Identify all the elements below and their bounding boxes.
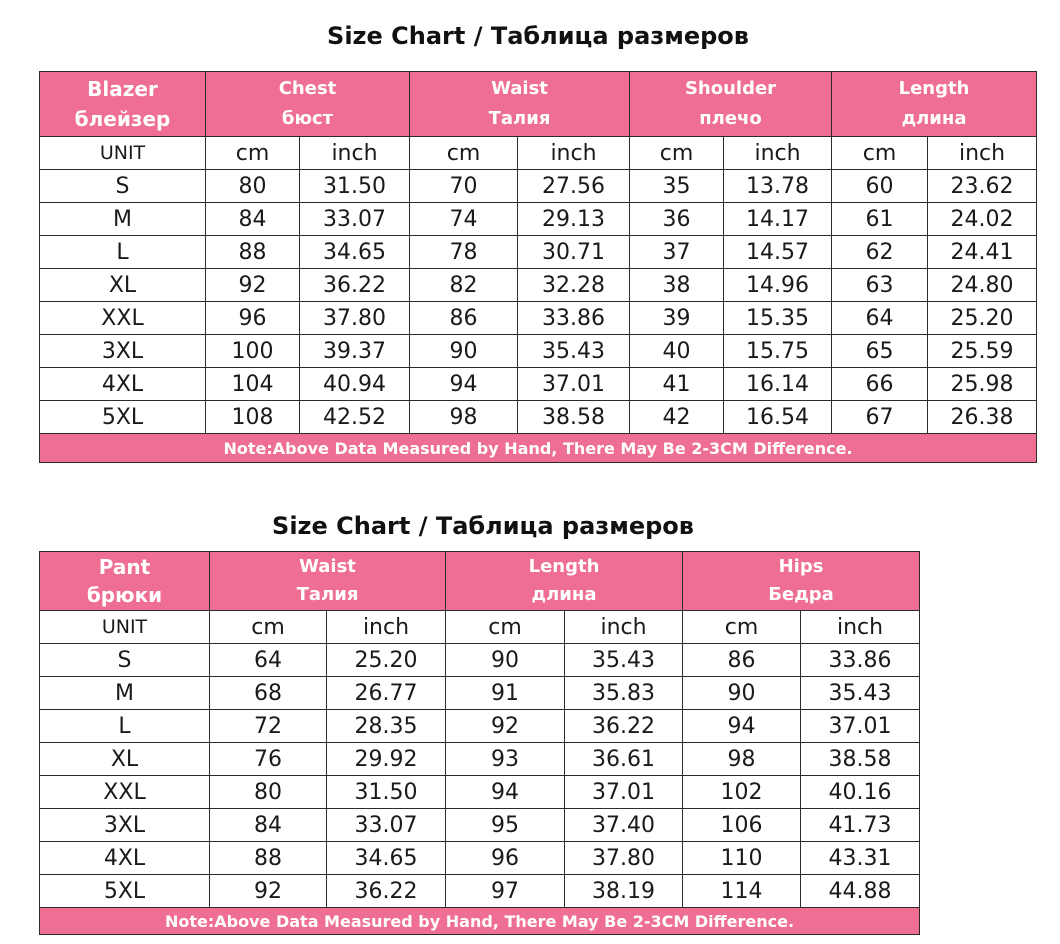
value-cell: 90 <box>410 335 518 368</box>
measurement-note: Note:Above Data Measured by Hand, There May Be 2-3CM Difference. <box>40 908 920 935</box>
value-cell: 82 <box>410 269 518 302</box>
value-cell: 92 <box>210 875 327 908</box>
value-cell: 72 <box>210 710 327 743</box>
table-row <box>40 677 920 710</box>
value-cell: 37 <box>630 236 724 269</box>
value-cell: 102 <box>683 776 801 809</box>
value-cell: 33.07 <box>300 203 410 236</box>
value-cell: 41 <box>630 368 724 401</box>
note-row <box>40 434 1037 463</box>
value-cell: 36 <box>630 203 724 236</box>
measure-group-header <box>630 72 832 137</box>
value-cell: 24.80 <box>928 269 1037 302</box>
value-cell: 80 <box>210 776 327 809</box>
measure-name-ru: Бедра <box>768 584 834 605</box>
size-cell: L <box>40 710 210 743</box>
pant-size-table <box>39 551 920 935</box>
value-cell: 96 <box>206 302 300 335</box>
unit-cell: inch <box>327 611 446 644</box>
unit-cell: cm <box>446 611 565 644</box>
value-cell: 14.57 <box>724 236 832 269</box>
table-row <box>40 710 920 743</box>
measure-name-ru: бюст <box>281 108 334 129</box>
unit-label-cell: UNIT <box>40 611 210 644</box>
value-cell: 35.83 <box>565 677 683 710</box>
blazer-size-table <box>39 71 1037 463</box>
size-cell: XXL <box>40 302 206 335</box>
value-cell: 34.65 <box>327 842 446 875</box>
size-cell: M <box>40 203 206 236</box>
value-cell: 35.43 <box>565 644 683 677</box>
value-cell: 40.94 <box>300 368 410 401</box>
table-row <box>40 335 1037 368</box>
value-cell: 90 <box>446 644 565 677</box>
unit-row <box>40 137 1037 170</box>
value-cell: 95 <box>446 809 565 842</box>
value-cell: 15.35 <box>724 302 832 335</box>
value-cell: 66 <box>832 368 928 401</box>
value-cell: 88 <box>206 236 300 269</box>
value-cell: 34.65 <box>300 236 410 269</box>
value-cell: 92 <box>446 710 565 743</box>
size-cell: 3XL <box>40 809 210 842</box>
value-cell: 31.50 <box>327 776 446 809</box>
value-cell: 62 <box>832 236 928 269</box>
value-cell: 94 <box>683 710 801 743</box>
value-cell: 37.01 <box>518 368 630 401</box>
value-cell: 33.86 <box>518 302 630 335</box>
value-cell: 39 <box>630 302 724 335</box>
value-cell: 36.22 <box>300 269 410 302</box>
value-cell: 64 <box>210 644 327 677</box>
table-row <box>40 875 920 908</box>
value-cell: 98 <box>683 743 801 776</box>
table-row <box>40 401 1037 434</box>
table-row <box>40 644 920 677</box>
value-cell: 86 <box>683 644 801 677</box>
table-row <box>40 776 920 809</box>
value-cell: 37.80 <box>300 302 410 335</box>
value-cell: 93 <box>446 743 565 776</box>
value-cell: 74 <box>410 203 518 236</box>
unit-cell: cm <box>832 137 928 170</box>
measure-name-ru: длина <box>901 108 967 129</box>
value-cell: 42 <box>630 401 724 434</box>
value-cell: 91 <box>446 677 565 710</box>
blazer-chart-title: Size Chart / Таблица размеров <box>327 22 749 50</box>
unit-cell: inch <box>300 137 410 170</box>
value-cell: 68 <box>210 677 327 710</box>
value-cell: 14.96 <box>724 269 832 302</box>
garment-header-cell <box>40 72 206 137</box>
value-cell: 37.80 <box>565 842 683 875</box>
value-cell: 13.78 <box>724 170 832 203</box>
value-cell: 97 <box>446 875 565 908</box>
value-cell: 38 <box>630 269 724 302</box>
measure-group-header <box>683 552 920 611</box>
value-cell: 67 <box>832 401 928 434</box>
measure-name-ru: Талия <box>488 108 551 129</box>
value-cell: 84 <box>206 203 300 236</box>
measure-group-header <box>446 552 683 611</box>
value-cell: 24.41 <box>928 236 1037 269</box>
value-cell: 28.35 <box>327 710 446 743</box>
value-cell: 29.92 <box>327 743 446 776</box>
value-cell: 78 <box>410 236 518 269</box>
value-cell: 38.58 <box>518 401 630 434</box>
value-cell: 38.58 <box>801 743 920 776</box>
table-row <box>40 302 1037 335</box>
measure-group-header <box>206 72 410 137</box>
value-cell: 25.20 <box>928 302 1037 335</box>
value-cell: 60 <box>832 170 928 203</box>
value-cell: 108 <box>206 401 300 434</box>
size-cell: 4XL <box>40 842 210 875</box>
value-cell: 16.14 <box>724 368 832 401</box>
value-cell: 40.16 <box>801 776 920 809</box>
value-cell: 42.52 <box>300 401 410 434</box>
measure-name-en: Chest <box>278 78 337 99</box>
measure-name-en: Length <box>898 78 970 99</box>
value-cell: 39.37 <box>300 335 410 368</box>
measure-name-en: Waist <box>299 556 356 577</box>
unit-cell: cm <box>410 137 518 170</box>
measure-group-header <box>410 72 630 137</box>
value-cell: 25.98 <box>928 368 1037 401</box>
value-cell: 90 <box>683 677 801 710</box>
value-cell: 64 <box>832 302 928 335</box>
value-cell: 80 <box>206 170 300 203</box>
value-cell: 35 <box>630 170 724 203</box>
table-row <box>40 809 920 842</box>
value-cell: 84 <box>210 809 327 842</box>
value-cell: 29.13 <box>518 203 630 236</box>
unit-row <box>40 611 920 644</box>
size-cell: M <box>40 677 210 710</box>
value-cell: 104 <box>206 368 300 401</box>
value-cell: 15.75 <box>724 335 832 368</box>
measure-group-header <box>210 552 446 611</box>
value-cell: 65 <box>832 335 928 368</box>
table-row <box>40 170 1037 203</box>
pant-chart-title: Size Chart / Таблица размеров <box>272 512 694 540</box>
value-cell: 100 <box>206 335 300 368</box>
value-cell: 94 <box>410 368 518 401</box>
garment-name-ru: блейзер <box>74 107 171 131</box>
header-row <box>40 552 920 611</box>
size-cell: S <box>40 644 210 677</box>
value-cell: 35.43 <box>801 677 920 710</box>
value-cell: 37.01 <box>801 710 920 743</box>
unit-cell: inch <box>518 137 630 170</box>
measure-name-ru: Талия <box>296 584 359 605</box>
value-cell: 23.62 <box>928 170 1037 203</box>
value-cell: 40 <box>630 335 724 368</box>
table-row <box>40 368 1037 401</box>
value-cell: 27.56 <box>518 170 630 203</box>
value-cell: 70 <box>410 170 518 203</box>
value-cell: 36.22 <box>565 710 683 743</box>
value-cell: 38.19 <box>565 875 683 908</box>
value-cell: 96 <box>446 842 565 875</box>
table-row <box>40 269 1037 302</box>
size-cell: 3XL <box>40 335 206 368</box>
value-cell: 106 <box>683 809 801 842</box>
value-cell: 110 <box>683 842 801 875</box>
size-cell: 5XL <box>40 401 206 434</box>
value-cell: 31.50 <box>300 170 410 203</box>
value-cell: 86 <box>410 302 518 335</box>
measure-name-en: Shoulder <box>684 78 777 99</box>
value-cell: 16.54 <box>724 401 832 434</box>
value-cell: 26.77 <box>327 677 446 710</box>
measure-name-en: Waist <box>491 78 548 99</box>
value-cell: 37.40 <box>565 809 683 842</box>
garment-name-en: Blazer <box>87 77 158 101</box>
unit-cell: inch <box>565 611 683 644</box>
table-row <box>40 203 1037 236</box>
header-row <box>40 72 1037 137</box>
value-cell: 36.22 <box>327 875 446 908</box>
value-cell: 32.28 <box>518 269 630 302</box>
unit-cell: inch <box>928 137 1037 170</box>
measure-group-header <box>832 72 1037 137</box>
value-cell: 25.20 <box>327 644 446 677</box>
value-cell: 63 <box>832 269 928 302</box>
size-cell: S <box>40 170 206 203</box>
garment-name-en: Pant <box>98 555 151 579</box>
unit-cell: cm <box>683 611 801 644</box>
value-cell: 37.01 <box>565 776 683 809</box>
measurement-note: Note:Above Data Measured by Hand, There May Be 2-3CM Difference. <box>40 434 1037 463</box>
value-cell: 26.38 <box>928 401 1037 434</box>
unit-label-cell: UNIT <box>40 137 206 170</box>
measure-name-en: Hips <box>778 556 824 577</box>
measure-name-ru: плечо <box>699 108 762 129</box>
value-cell: 33.86 <box>801 644 920 677</box>
size-cell: XXL <box>40 776 210 809</box>
value-cell: 30.71 <box>518 236 630 269</box>
value-cell: 36.61 <box>565 743 683 776</box>
value-cell: 98 <box>410 401 518 434</box>
value-cell: 92 <box>206 269 300 302</box>
unit-cell: inch <box>801 611 920 644</box>
value-cell: 88 <box>210 842 327 875</box>
value-cell: 76 <box>210 743 327 776</box>
table-row <box>40 842 920 875</box>
value-cell: 43.31 <box>801 842 920 875</box>
note-row <box>40 908 920 935</box>
garment-header-cell <box>40 552 210 611</box>
value-cell: 35.43 <box>518 335 630 368</box>
size-cell: 4XL <box>40 368 206 401</box>
size-cell: XL <box>40 743 210 776</box>
measure-name-ru: длина <box>531 584 597 605</box>
unit-cell: cm <box>210 611 327 644</box>
table-row <box>40 236 1037 269</box>
size-cell: 5XL <box>40 875 210 908</box>
unit-cell: cm <box>630 137 724 170</box>
value-cell: 33.07 <box>327 809 446 842</box>
table-row <box>40 743 920 776</box>
garment-name-ru: брюки <box>86 583 163 607</box>
unit-cell: cm <box>206 137 300 170</box>
unit-cell: inch <box>724 137 832 170</box>
size-cell: XL <box>40 269 206 302</box>
measure-name-en: Length <box>528 556 600 577</box>
value-cell: 61 <box>832 203 928 236</box>
value-cell: 24.02 <box>928 203 1037 236</box>
value-cell: 14.17 <box>724 203 832 236</box>
value-cell: 44.88 <box>801 875 920 908</box>
value-cell: 94 <box>446 776 565 809</box>
value-cell: 25.59 <box>928 335 1037 368</box>
value-cell: 41.73 <box>801 809 920 842</box>
value-cell: 114 <box>683 875 801 908</box>
size-cell: L <box>40 236 206 269</box>
